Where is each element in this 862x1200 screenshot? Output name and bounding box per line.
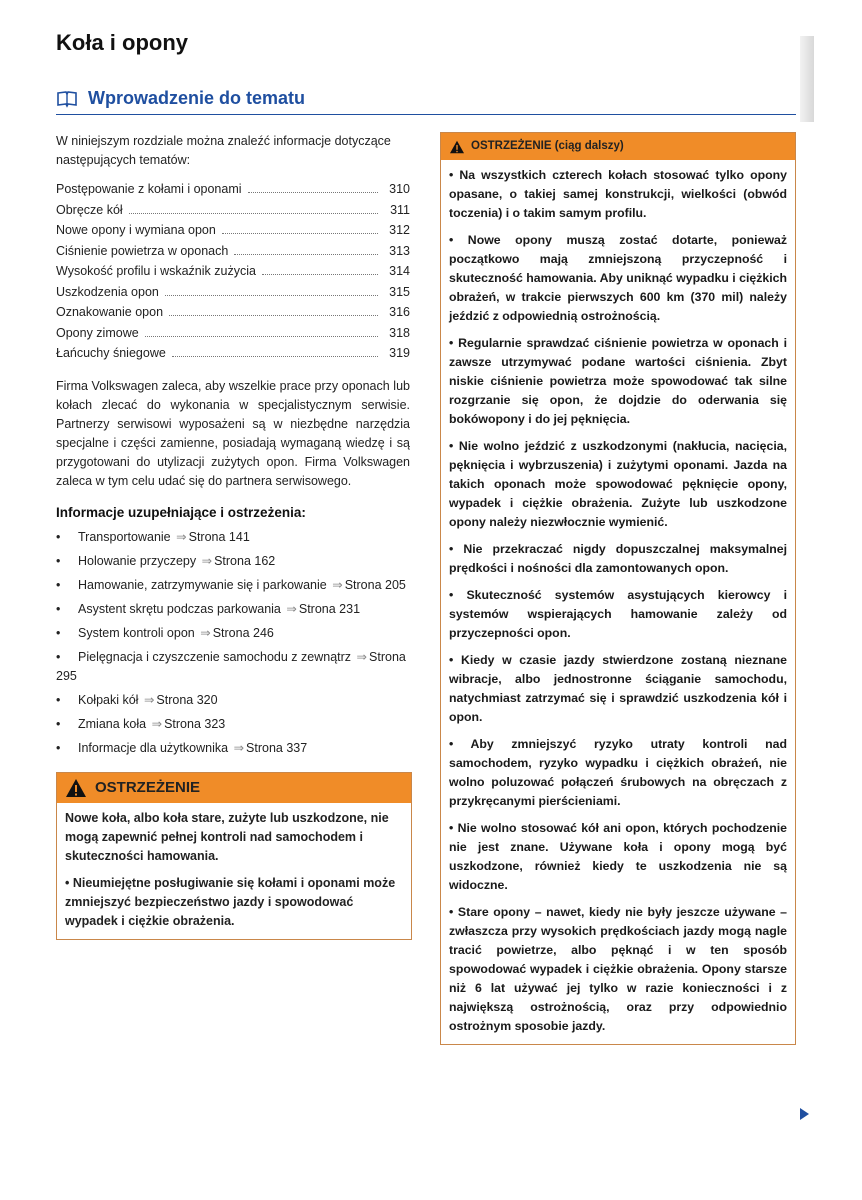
cross-ref-arrow-icon: ⇒ xyxy=(151,716,163,731)
info-heading: Informacje uzupełniające i ostrzeżenia: xyxy=(56,504,306,520)
toc-leader xyxy=(169,315,378,316)
toc-leader xyxy=(145,336,378,337)
toc-item[interactable] xyxy=(56,262,410,283)
toc-page: 312 xyxy=(389,223,410,237)
toc-title: Uszkodzenia opon xyxy=(56,284,159,299)
toc-leader xyxy=(262,274,378,275)
info-item-text: System kontroli opon xyxy=(78,625,195,640)
info-item-text: Transportowanie xyxy=(78,529,171,544)
warning-continued-header xyxy=(441,133,795,160)
toc-title: Oznakowanie opon xyxy=(56,305,164,319)
toc-item[interactable] xyxy=(56,324,410,345)
warning-triangle-icon xyxy=(449,140,465,154)
info-item-text: Hamowanie, zatrzymywanie się i parkowanie xyxy=(78,577,327,592)
warning-body xyxy=(57,803,411,939)
toc-title: Postępowanie z kołami i oponami xyxy=(56,182,242,196)
next-page-arrow-icon[interactable] xyxy=(800,1108,809,1120)
info-item: • Asystent skrętu podczas parkowania ⇒ Strona 231 xyxy=(56,601,361,616)
warning-item: • Aby zmniejszyć ryzyko utraty kontroli nad samochodem, ryzyko wypadku i ciężkich obrażeń, nie wolno poluzować połączeń śrubowych na obręczach z przykręcanymi pierścieniami. xyxy=(449,737,787,808)
toc-item[interactable] xyxy=(56,221,410,242)
info-item-link[interactable]: Strona 323 xyxy=(164,716,226,731)
toc-leader xyxy=(234,254,378,255)
warning-continued-box xyxy=(440,132,796,1045)
info-item-text: Holowanie przyczepy xyxy=(78,553,197,568)
info-item-text: Pielęgnacja i czyszczenie samochodu z zewnątrz xyxy=(78,649,352,664)
cross-ref-arrow-icon: ⇒ xyxy=(332,577,343,592)
warning-item: • Stare opony – nawet, kiedy nie były jeszcze używane – zwłaszcza przy wysokich prędkościach jazdy mogą nagle tracić powietrze, albo pęknąć i w ten sposób spowodować wypadek i ciężkie obrażenia. Opony starsze niż 6 lat używać jej tylko w razie konieczności i z największą ostrożnością, oraz przy odpowiednio ostrożnym sposobie jazdy. xyxy=(449,905,787,1033)
cross-ref-arrow-icon: ⇒ xyxy=(286,601,297,616)
info-item: • Pielęgnacja i czyszczenie samochodu z zewnątrz ⇒ Strona 295 xyxy=(56,649,406,683)
toc-item[interactable] xyxy=(56,201,410,222)
toc-leader xyxy=(222,233,378,234)
toc-title: Łańcuchy śniegowe xyxy=(56,346,166,360)
info-item: • Hamowanie, zatrzymywanie się i parkowanie ⇒ Strona 205 xyxy=(56,577,406,592)
toc-page: 313 xyxy=(389,243,410,258)
info-item-link[interactable]: Strona 337 xyxy=(246,740,308,755)
intro-text: W niniejszym rozdziale można znaleźć informacje dotyczące następujących tematów: xyxy=(56,134,391,167)
warning-title: OSTRZEŻENIE xyxy=(95,779,201,796)
toc-title: Wysokość profilu i wskaźnik zużycia xyxy=(56,264,256,278)
toc-page: 319 xyxy=(389,346,410,360)
toc-page: 315 xyxy=(389,284,410,299)
info-item-text: Informacje dla użytkownika xyxy=(78,740,229,755)
warning-continued-title: OSTRZEŻENIE (ciąg dalszy) xyxy=(471,140,624,152)
info-list xyxy=(56,528,410,758)
toc-item[interactable] xyxy=(56,283,410,304)
warning-item: • Na wszystkich czterech kołach stosować tylko opony opasane, o takiej samej konstrukcji, wielkości (obwód toczenia) i o takim samym profilu. xyxy=(449,168,787,220)
section-header xyxy=(56,88,796,115)
info-item-text: Kołpaki kół xyxy=(78,692,139,707)
toc-title: Nowe opony i wymiana opon xyxy=(56,223,216,237)
warning-continued-body xyxy=(441,160,795,1044)
toc-page: 316 xyxy=(389,305,410,319)
toc-leader xyxy=(172,356,378,357)
toc-title: Obręcze kół xyxy=(56,202,123,217)
toc-page: 314 xyxy=(389,264,410,278)
cross-ref-arrow-icon: ⇒ xyxy=(201,553,213,568)
cross-ref-arrow-icon: ⇒ xyxy=(143,692,155,707)
warning-item: • Kiedy w czasie jazdy stwierdzone zostaną nieznane wibracje, albo jednostronne ściąganie samochodu, natychmiast zatrzymać się i sprawdzić uszkodzenia kół i opon. xyxy=(449,653,787,724)
warning-item: • Nie wolno jeździć z uszkodzonymi (nakłucia, nacięcia, pęknięcia i wybrzuszenia) i zużytymi oponami. Jazda na takich oponach może spowodować pęknięcie opony, wypadek i ciężkie obrażenia. Zużyte lub uszkodzone opony należy niezwłocznie wymienić. xyxy=(449,439,787,529)
toc-leader xyxy=(165,295,378,296)
warning-item: • Skuteczność systemów asystujących kierowcy i systemów wspierających hamowanie zależy od przyczepności opon. xyxy=(449,588,787,640)
left-column xyxy=(56,132,410,940)
warning-item: • Nowe opony muszą zostać dotarte, ponieważ początkowo mają zmniejszoną przyczepność i skuteczność hamowania. Aby uniknąć wypadku i ciężkich obrażeń, w trakcie pierwszych 600 km (370 mil) należy jeździć z odpowiednią ostrożnością. xyxy=(449,233,787,323)
info-item-link[interactable]: Strona 205 xyxy=(344,577,406,592)
toc-page: 318 xyxy=(389,325,410,340)
toc-leader xyxy=(129,213,378,214)
info-item-link[interactable]: Strona 246 xyxy=(212,625,274,640)
toc-item[interactable] xyxy=(56,303,410,324)
book-icon xyxy=(56,90,78,108)
info-item: • Informacje dla użytkownika ⇒ Strona 337 xyxy=(56,740,308,755)
warning-paragraph: • Nieumiejętne posługiwanie się kołami i oponami może zmniejszyć bezpieczeństwo jazdy i spowodować wypadek i ciężkie obrażenia. xyxy=(65,875,396,928)
toc-leader xyxy=(248,192,378,193)
toc-item[interactable] xyxy=(56,242,410,263)
toc-item[interactable] xyxy=(56,344,410,365)
info-item: • Kołpaki kół ⇒ Strona 320 xyxy=(56,692,218,707)
page-edge-tab xyxy=(800,36,814,122)
info-item: • Holowanie przyczepy ⇒ Strona 162 xyxy=(56,553,276,568)
toc-page: 310 xyxy=(389,182,410,196)
section-title: Wprowadzenie do tematu xyxy=(88,88,306,108)
cross-ref-arrow-icon: ⇒ xyxy=(176,529,187,544)
warning-paragraph: Nowe koła, albo koła stare, zużyte lub uszkodzone, nie mogą zapewnić pełnej kontroli nad samochodem i skuteczności hamowania. xyxy=(65,810,389,863)
info-item-link[interactable]: Strona 162 xyxy=(214,553,276,568)
info-item-text: Zmiana koła xyxy=(78,716,147,731)
info-item-link[interactable]: Strona 320 xyxy=(156,692,218,707)
warning-item: • Nie wolno stosować kół ani opon, których pochodzenie nie jest znane. Używane koła i opony mogą być uszkodzone, również kiedy te uszkodzenia nie są widoczne. xyxy=(449,821,787,892)
cross-ref-arrow-icon: ⇒ xyxy=(233,740,245,755)
toc-title: Ciśnienie powietrza w oponach xyxy=(56,243,229,258)
info-item-text: Asystent skrętu podczas parkowania xyxy=(78,601,281,616)
info-item: • Transportowanie ⇒ Strona 141 xyxy=(56,529,250,544)
page-title: Koła i opony xyxy=(56,30,188,55)
toc-page: 311 xyxy=(390,202,410,217)
cross-ref-arrow-icon: ⇒ xyxy=(356,649,368,664)
info-item-link[interactable]: Strona 141 xyxy=(188,529,250,544)
warning-item: • Nie przekraczać nigdy dopuszczalnej maksymalnej prędkości i nośności dla zamontowanych opon. xyxy=(449,542,787,575)
warning-item: • Regularnie sprawdzać ciśnienie powietrza w oponach i zawsze utrzymywać podane wartości ciśnienia. Zbyt niskie ciśnienie powietrza może spowodować tak silne rozgrzanie się opon, że dojdzie do oderwania się bokówopony i do jej pęknięcia. xyxy=(449,336,787,426)
cross-ref-arrow-icon: ⇒ xyxy=(200,625,211,640)
toc-list xyxy=(56,180,410,365)
warning-header xyxy=(57,773,411,803)
info-item: • System kontroli opon ⇒ Strona 246 xyxy=(56,625,274,640)
recommendation-paragraph: Firma Volkswagen zaleca, aby wszelkie prace przy oponach lub kołach zlecać do wykonania w specjalistycznym serwisie. Partnerzy serwisowi wyposażeni są w niezbędne narzędzia specjalne i części zamienne, posiadają wymaganą wiedzę i są przygotowani do utylizacji zużytych opon. Firma Volkswagen zaleca w tym celu udać się do partnera serwisowego. xyxy=(56,378,410,488)
info-item: • Zmiana koła ⇒ Strona 323 xyxy=(56,716,226,731)
toc-item[interactable] xyxy=(56,180,410,201)
info-item-link[interactable]: Strona 231 xyxy=(298,601,361,616)
toc-title: Opony zimowe xyxy=(56,325,139,340)
warning-triangle-icon xyxy=(65,778,87,798)
warning-box xyxy=(56,772,412,940)
info-item-link[interactable]: Strona 295 xyxy=(56,649,406,683)
